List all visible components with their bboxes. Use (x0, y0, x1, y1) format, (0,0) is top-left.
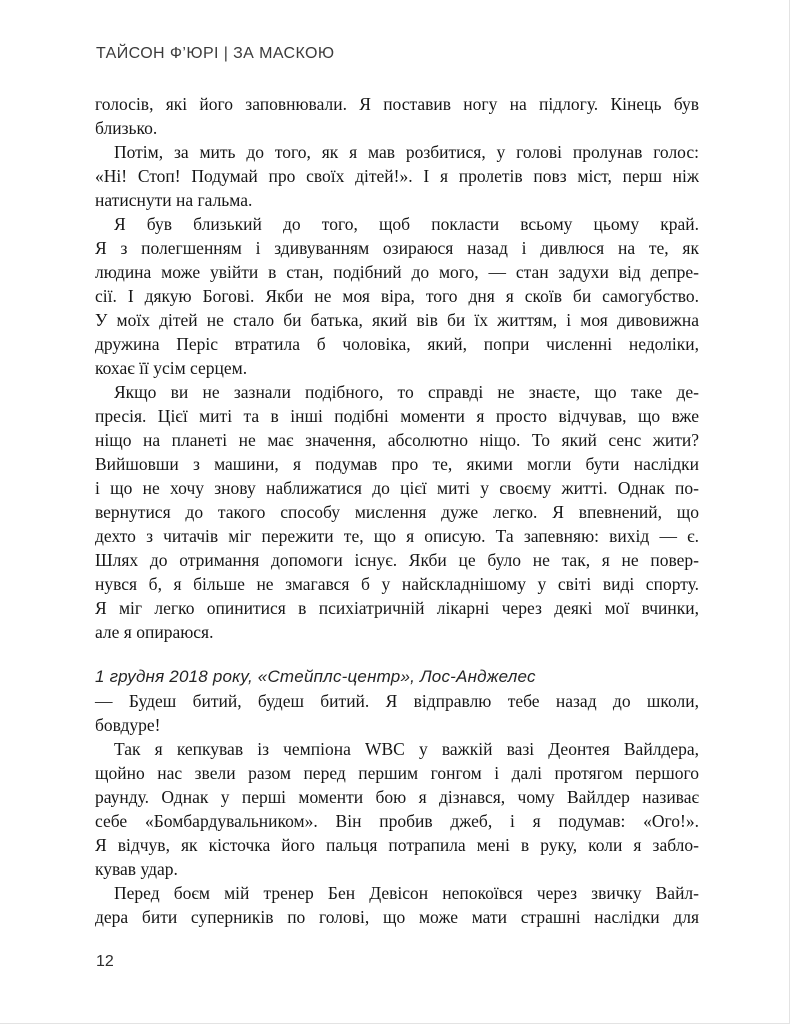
text-line: дехто з читачів міг пережити те, що я описую. Та запевняю: вихід — є. (95, 526, 699, 546)
text-line: себе «Бомбардувальником». Він пробив джеб, і я подумав: «Ого!». (95, 811, 699, 831)
text-line: щойно нас звели разом перед першим гонгом і далі протягом першого (95, 763, 699, 783)
text-line: Я з полегшенням і здивуванням озираюся назад і дивлюся на те, як (95, 238, 699, 258)
running-header: ТАЙСОН Ф’ЮРІ | ЗА МАСКОЮ (96, 45, 335, 62)
paragraph-wilder (95, 737, 699, 881)
paragraph-reflection (95, 212, 699, 380)
text-line: пресія. Цієї миті та в інші подібні моменти я просто відчував, що вже (95, 406, 699, 426)
text-line: дера бити суперників по голові, що може мати страшні наслідки для (95, 907, 699, 927)
text-line: кохає її усім серцем. (95, 358, 248, 378)
text-line: і що не хочу знову наближатися до цієї миті у своєму житті. Однак по- (95, 478, 699, 498)
text-line: натиснути на гальма. (95, 190, 253, 210)
text-line: Я був близький до того, щоб покласти всьому цьому край. (114, 214, 699, 234)
page-number: 12 (96, 953, 114, 970)
text-line: — Будеш битий, будеш битий. Я відправлю тебе назад до школи, (95, 691, 699, 711)
text-line: але я опираюся. (95, 622, 214, 642)
text-line: Я міг легко опинитися в психіатричній лікарні через деякі мої вчинки, (95, 598, 699, 618)
text-line: ніщо на планеті не має значення, абсолютно ніщо. То який сенс жити? (95, 430, 699, 450)
section-date-heading (95, 665, 699, 689)
text-line: бовдуре! (95, 715, 161, 735)
text-line: Так я кепкував із чемпіона WBC у важкій вазі Деонтея Вайлдера, (114, 739, 699, 759)
paragraph-dialogue (95, 689, 699, 737)
page-text-block (95, 92, 699, 929)
text-line: раунду. Однак у перші моменти бою я дізнався, чому Вайлдер називає (95, 787, 699, 807)
text-line: близько. (95, 118, 158, 138)
text-line: нувся б, я більше не змагався б у найскладнішому у світі виді спорту. (95, 574, 699, 594)
text-line: кував удар. (95, 859, 178, 879)
text-line: дружина Періс втратила б чоловіка, який, попри численні недоліки, (95, 334, 699, 354)
paragraph-trainer (95, 881, 699, 929)
text-line: вернутися до такого способу мислення дуже легко. Я впевнений, що (95, 502, 699, 522)
text-line: Перед боєм мій тренер Бен Девісон непокоївся через звичку Вайл- (114, 883, 699, 903)
text-line: Я відчув, як кісточка його пальця потрапила мені в руку, коли я забло- (95, 835, 699, 855)
paragraph-continuation (95, 92, 699, 140)
paragraph-depression (95, 380, 699, 644)
text-line: Шлях до отримання допомоги існує. Якби це було не так, я не повер- (95, 550, 699, 570)
text-line: сії. І дякую Богові. Якби не моя віра, того дня я скоїв би самогубство. (95, 286, 699, 306)
text-line: 1 грудня 2018 року, «Стейплс-центр», Лос-Анджелес (95, 667, 536, 686)
text-line: У моїх дітей не стало би батька, який вів би їх життям, і моя дивовижна (95, 310, 699, 330)
paragraph-voice (95, 140, 699, 212)
text-line: «Ні! Стоп! Подумай про своїх дітей!». І я пролетів повз міст, перш ніж (95, 166, 699, 186)
text-line: Потім, за мить до того, як я мав розбитися, у голові пролунав голос: (114, 142, 699, 162)
text-line: Вийшовши з машини, я подумав про те, якими могли бути наслідки (95, 454, 699, 474)
text-line: Якщо ви не зазнали подібного, то справді не знаєте, що таке де- (114, 382, 699, 402)
text-line: голосів, які його заповнювали. Я поставив ногу на підлогу. Кінець був (95, 94, 699, 114)
text-line: людина може увійти в стан, подібний до мого, — стан задухи від депре- (95, 262, 699, 282)
